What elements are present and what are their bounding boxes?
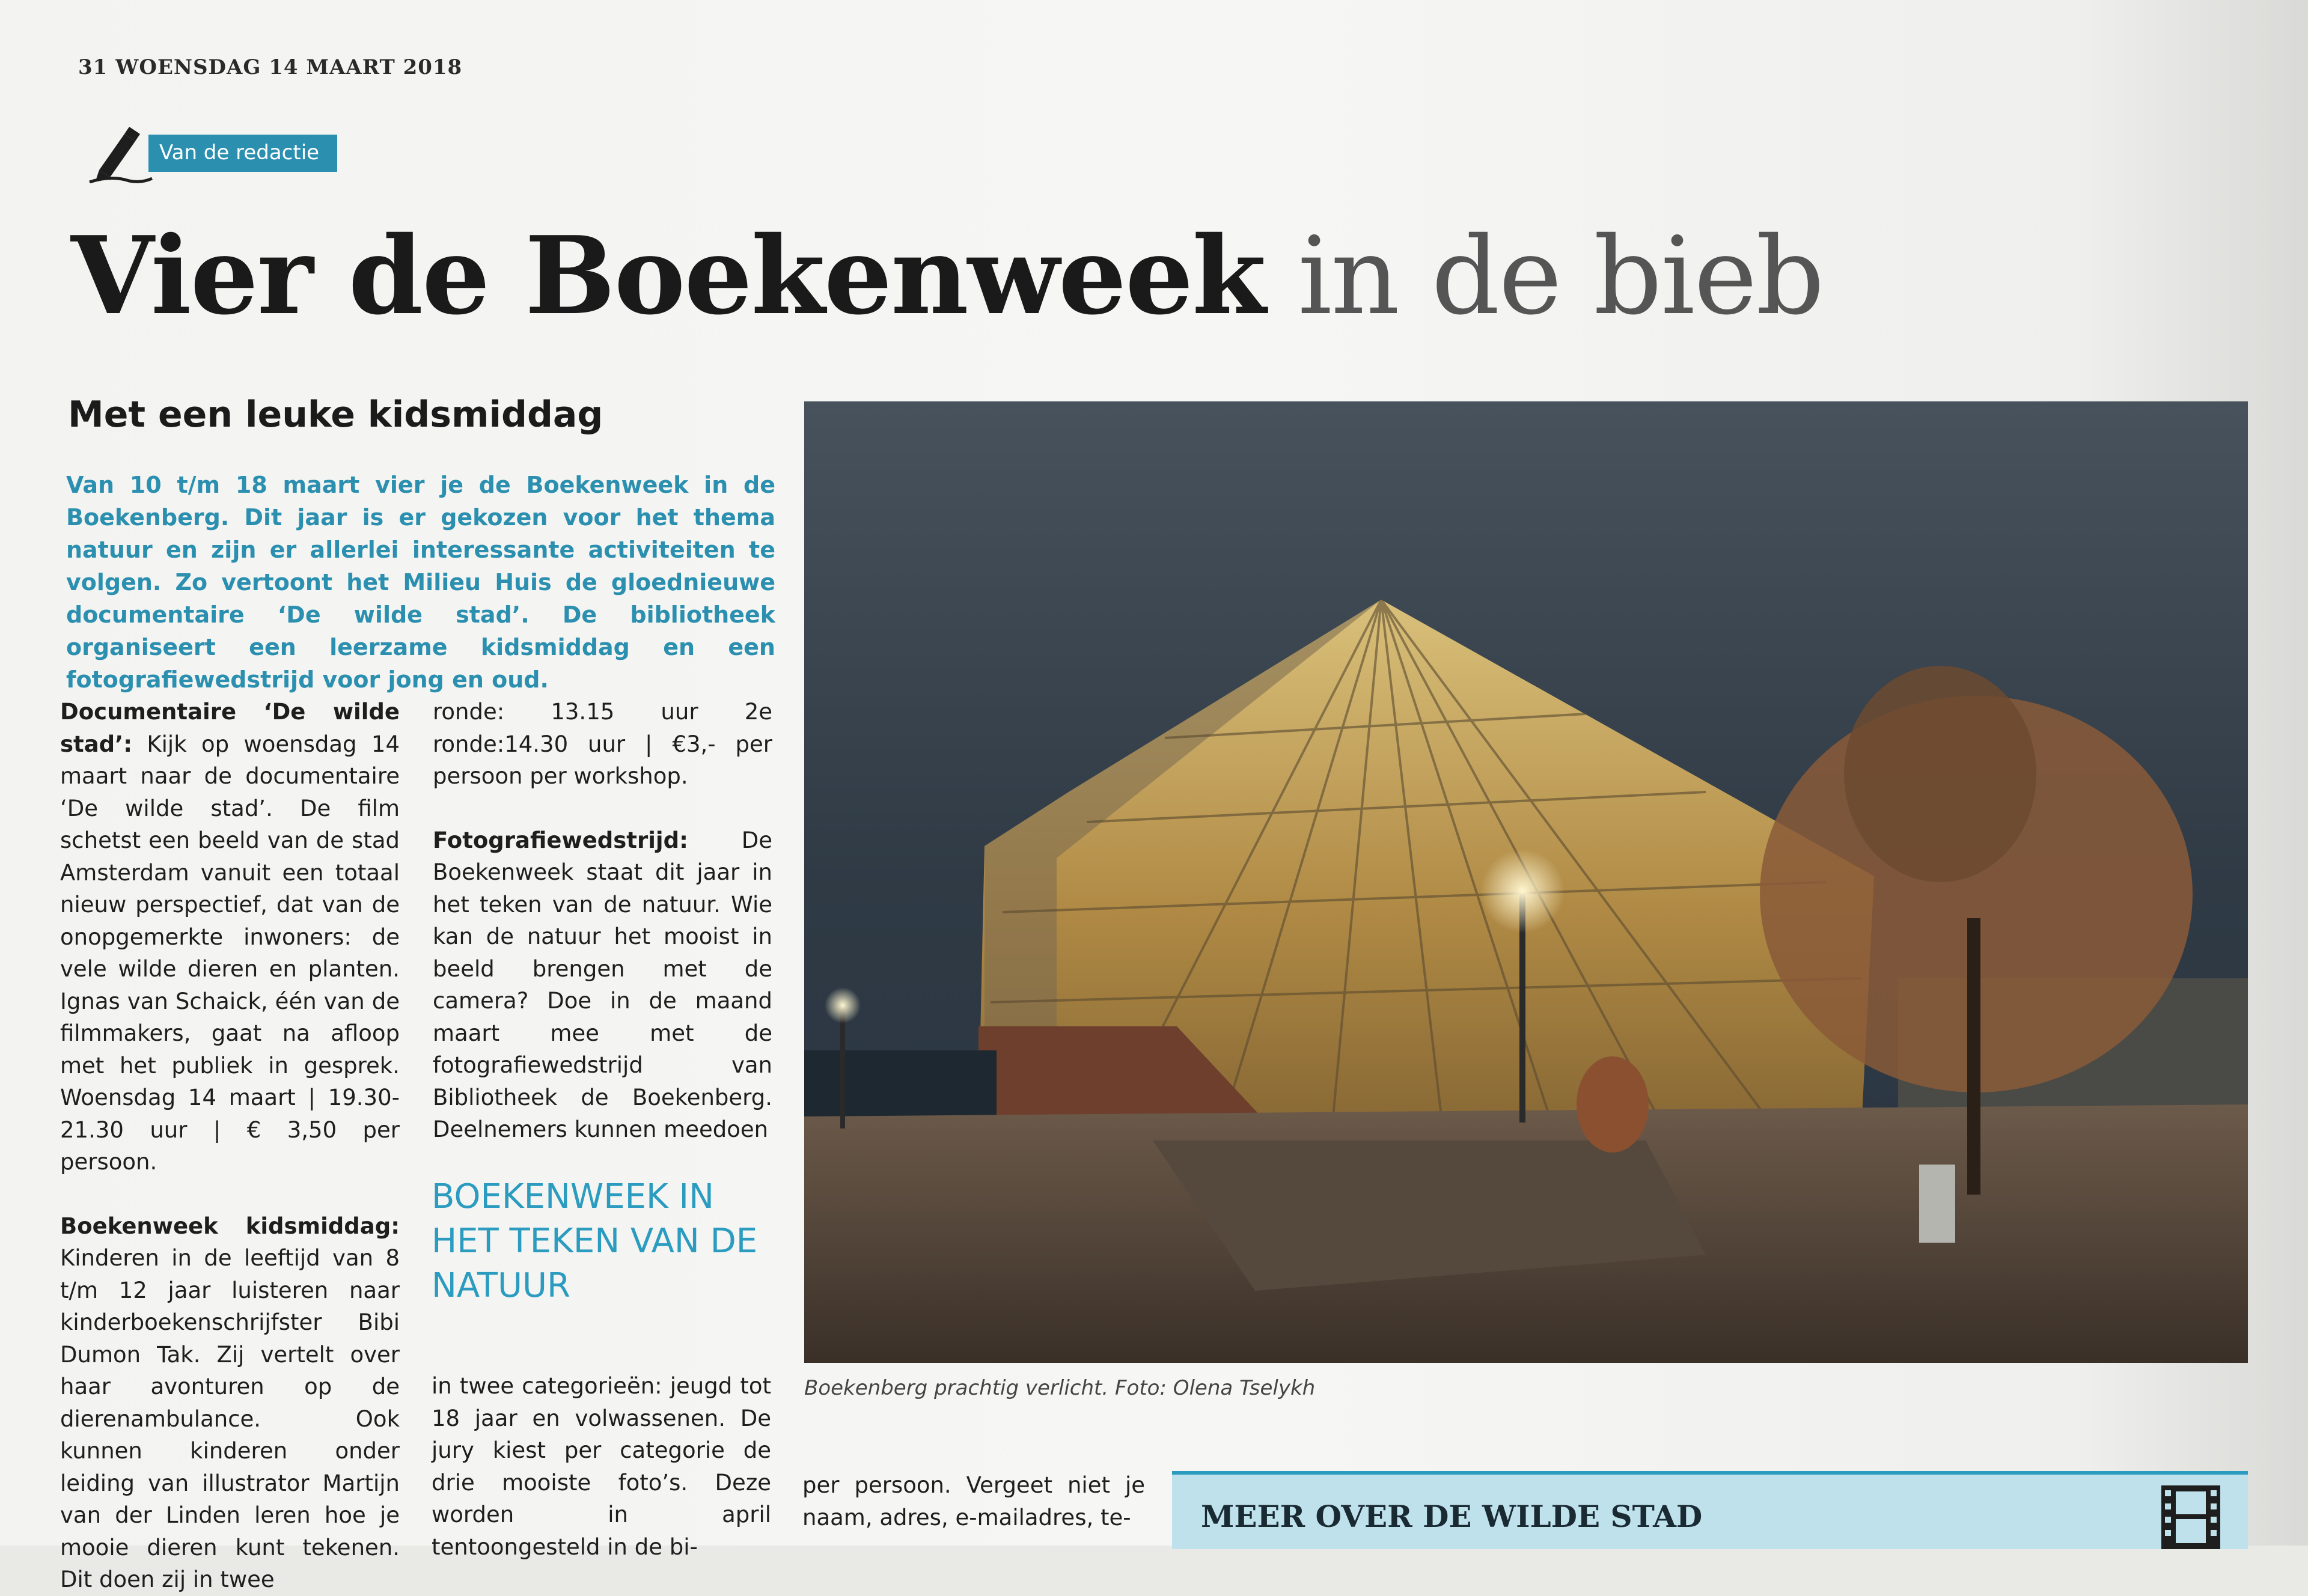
workshop-continuation: ronde: 13.15 uur 2e ronde:14.30 uur | €3,- per persoon per workshop.	[433, 699, 772, 789]
library-night-illustration	[804, 401, 2248, 1363]
film-strip-icon	[2158, 1482, 2224, 1549]
headline-light: in de bieb	[1298, 214, 1824, 338]
photo-contest-text: De Boekenweek staat dit jaar in het teken van de natuur. Wie kan de natuur het mooist in beeld brengen met de camera? Doe in de maand maart mee met de fotografiewedstrijd van Bibliotheek de Boekenberg. Deelnemers kunnen meedoen	[433, 827, 772, 1142]
headline	[71, 213, 1824, 338]
column-3	[802, 1469, 1145, 1534]
pen-icon	[87, 123, 153, 183]
photo-contest-title: Fotografiewedstrijd:	[433, 827, 688, 853]
info-box	[1172, 1471, 2248, 1549]
boekenberg-photo	[804, 401, 2248, 1363]
column-2	[433, 696, 772, 1146]
photo-contest-paragraph	[433, 824, 772, 1146]
kids-paragraph	[60, 1210, 400, 1596]
column-2-continued	[432, 1370, 771, 1563]
documentary-text: Kijk op woensdag 14 maart naar de documentaire ‘De wilde stad’. De film schetst een beeld van de stad Amsterdam vanuit een totaal nieuw perspectief, dat van de onopgemerkte inwoners: de vele wilde dieren en planten. Ignas van Schaick, één van de filmmakers, gaat na afloop met het publiek in gesprek. Woensdag 14 maart | 19.30-21.30 uur | € 3,50 per persoon.	[60, 731, 400, 1175]
dateline: 31 WOENSDAG 14 MAART 2018	[78, 55, 463, 79]
column-1	[60, 696, 400, 1596]
info-box-title: MEER OVER DE WILDE STAD	[1201, 1499, 1703, 1534]
headline-bold: Vier de Boekenweek	[71, 213, 1265, 338]
rubric-label: Van de redactie	[148, 135, 337, 172]
photo-caption: Boekenberg prachtig verlicht. Foto: Olena Tselykh	[804, 1376, 1316, 1400]
kids-text: Kinderen in de leeftijd van 8 t/m 12 jaar luisteren naar kinderboekenschrijfster Bibi Dumon Tak. Zij vertelt over haar avonturen op de dierenambulance. Ook kunnen kinderen onder leiding van illustrator Martijn van der Linden leren hoe je mooie dieren kunt tekenen. Dit doen zij in twee	[60, 1245, 400, 1592]
documentary-paragraph	[60, 696, 400, 1178]
pull-quote: BOEKENWEEK IN HET TEKEN VAN DE NATUUR	[432, 1177, 758, 1305]
kids-title: Boekenweek kidsmiddag:	[60, 1213, 400, 1239]
column-3-text: per persoon. Vergeet niet je naam, adres, e-mailadres, te-	[802, 1472, 1145, 1531]
rubric	[87, 126, 337, 180]
documentary-title: Documentaire ‘De wilde stad’:	[60, 699, 400, 757]
photo-contest-continuation: in twee categorieën: jeugd tot 18 jaar en volwassenen. De jury kiest per categorie de drie mooiste foto’s. Deze worden in april tentoongesteld in de bi-	[432, 1373, 771, 1560]
intro-paragraph: Van 10 t/m 18 maart vier je de Boekenweek in de Boekenberg. Dit jaar is er gekozen voor het thema natuur en zijn er allerlei interessante activiteiten te volgen. Zo vertoont het Milieu Huis de gloednieuwe documentaire ‘De wilde stad’. De bibliotheek organiseert een leerzame kidsmiddag en een fotografiewedstrijd voor jong en oud.	[66, 472, 775, 693]
subheadline: Met een leuke kidsmiddag	[68, 394, 603, 436]
